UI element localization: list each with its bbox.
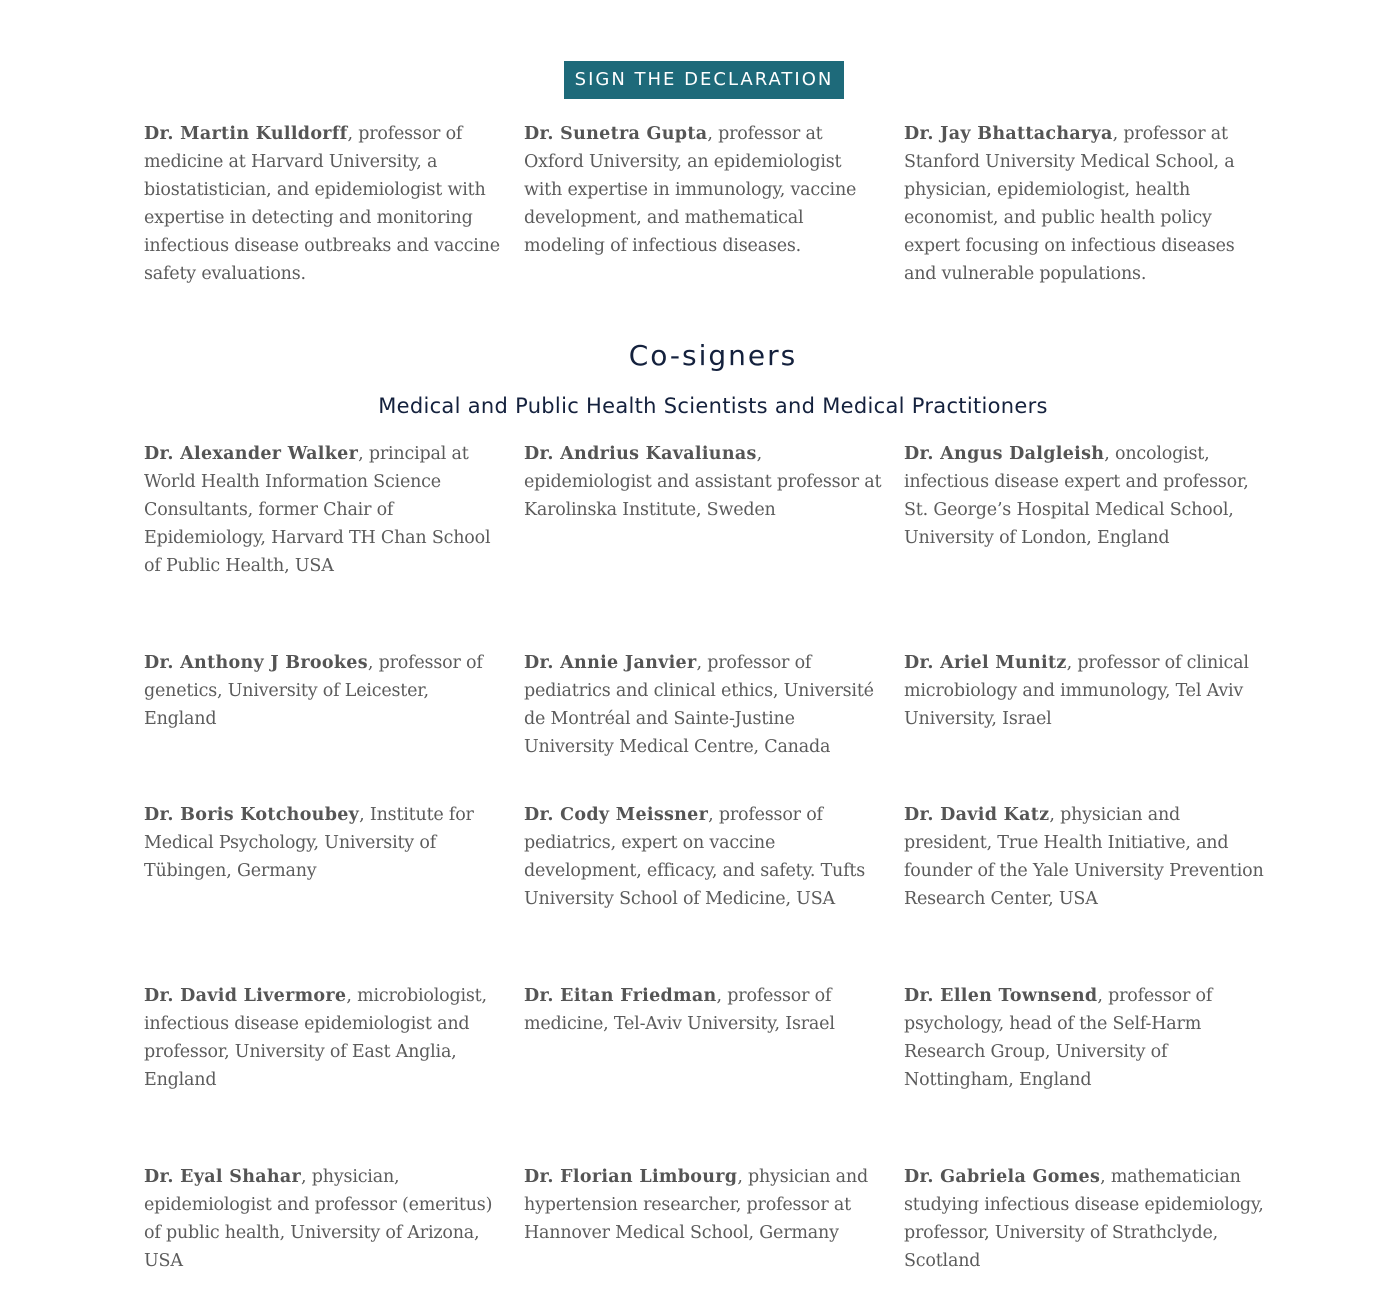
founders-grid bbox=[144, 120, 1264, 288]
cosigners-subtitle: Medical and Public Health Scientists and Medical Practitioners bbox=[378, 394, 1048, 418]
cosigner-name: Dr. Anthony J Brookes bbox=[144, 653, 368, 673]
founder-entry bbox=[144, 120, 504, 288]
cosigner-description: , physician and president, True Health Initiative, and founder of the Yale University Prevention Research Center, USA bbox=[904, 805, 1264, 909]
cosigner-entry bbox=[524, 440, 884, 649]
founder-description: , professor at Oxford University, an epidemiologist with expertise in immunology, vaccine development, and mathematical modeling of infectious diseases. bbox=[524, 124, 857, 256]
cosigners-grid bbox=[144, 440, 1264, 1303]
cosigner-entry bbox=[144, 649, 504, 801]
cosigner-description: , Institute for Medical Psychology, University of Tübingen, Germany bbox=[144, 805, 474, 881]
founder-entry bbox=[904, 120, 1264, 288]
founder-description: , professor at Stanford University Medical School, a physician, epidemiologist, health economist, and public health policy expert focusing on infectious diseases and vulnerable populations. bbox=[904, 124, 1235, 284]
cosigner-name: Dr. Boris Kotchoubey bbox=[144, 805, 360, 825]
founder-entry bbox=[524, 120, 884, 288]
cosigner-name: Dr. David Livermore bbox=[144, 986, 347, 1006]
cosigner-entry bbox=[144, 982, 504, 1163]
cosigner-name: Dr. Alexander Walker bbox=[144, 444, 359, 464]
cosigner-description: , mathematician studying infectious disease epidemiology, professor, University of Strathclyde, Scotland bbox=[904, 1167, 1264, 1271]
cosigner-description: , principal at World Health Information Science Consultants, former Chair of Epidemiology, Harvard TH Chan School of Public Health, USA bbox=[144, 444, 491, 576]
cosigner-description: , professor of medicine, Tel-Aviv University, Israel bbox=[524, 986, 835, 1034]
cosigner-entry bbox=[144, 801, 504, 982]
cosigner-entry bbox=[904, 649, 1264, 801]
cosigner-name: Dr. Annie Janvier bbox=[524, 653, 697, 673]
cosigner-name: Dr. Ariel Munitz bbox=[904, 653, 1067, 673]
cosigner-name: Dr. Angus Dalgleish bbox=[904, 444, 1105, 464]
cosigners-title: Co-signers bbox=[628, 339, 798, 372]
cosigner-description: , oncologist, infectious disease expert and professor, St. George’s Hospital Medical School, University of London, England bbox=[904, 444, 1249, 548]
cosigner-description: , professor of psychology, head of the Self-Harm Research Group, University of Nottingham, England bbox=[904, 986, 1213, 1090]
cosigner-name: Dr. David Katz bbox=[904, 805, 1050, 825]
founder-description: , professor of medicine at Harvard University, a biostatistician, and epidemiologist with expertise in detecting and monitoring infectious disease outbreaks and vaccine safety evaluations. bbox=[144, 124, 500, 284]
cosigner-name: Dr. Ellen Townsend bbox=[904, 986, 1098, 1006]
cosigner-description: , microbiologist, infectious disease epidemiologist and professor, University of East Anglia, England bbox=[144, 986, 487, 1090]
cosigner-name: Dr. Gabriela Gomes bbox=[904, 1167, 1101, 1187]
cosigner-entry bbox=[904, 1163, 1264, 1303]
cosigner-entry bbox=[524, 801, 884, 982]
cosigner-entry bbox=[904, 801, 1264, 982]
cosigner-description: , physician and hypertension researcher, professor at Hannover Medical School, Germany bbox=[524, 1167, 868, 1243]
cosigner-entry bbox=[904, 982, 1264, 1163]
cosigner-name: Dr. Eitan Friedman bbox=[524, 986, 717, 1006]
cosigner-entry bbox=[524, 982, 884, 1163]
cosigner-entry bbox=[524, 649, 884, 801]
founder-name: Dr. Jay Bhattacharya bbox=[904, 124, 1113, 144]
cosigner-description: , professor of pediatrics and clinical ethics, Université de Montréal and Sainte-Justine University Medical Centre, Canada bbox=[524, 653, 874, 757]
cosigner-description: , professor of genetics, University of Leicester, England bbox=[144, 653, 483, 729]
cosigner-name: Dr. Andrius Kavaliunas bbox=[524, 444, 757, 464]
cosigner-entry bbox=[144, 1163, 504, 1303]
cosigner-name: Dr. Florian Limbourg bbox=[524, 1167, 738, 1187]
cosigner-name: Dr. Eyal Shahar bbox=[144, 1167, 302, 1187]
cosigner-description: , physician, epidemiologist and professor (emeritus) of public health, University of Arizona, USA bbox=[144, 1167, 493, 1271]
cosigner-entry bbox=[144, 440, 504, 649]
cosigner-description: , professor of clinical microbiology and immunology, Tel Aviv University, Israel bbox=[904, 653, 1249, 729]
sign-declaration-button[interactable]: SIGN THE DECLARATION bbox=[564, 61, 845, 99]
cosigner-entry bbox=[904, 440, 1264, 649]
cosigner-description: , epidemiologist and assistant professor at Karolinska Institute, Sweden bbox=[524, 444, 882, 520]
cosigner-entry bbox=[524, 1163, 884, 1303]
cosigner-name: Dr. Cody Meissner bbox=[524, 805, 709, 825]
founder-name: Dr. Martin Kulldorff bbox=[144, 124, 348, 144]
cta-wrapper bbox=[0, 61, 1390, 99]
founder-name: Dr. Sunetra Gupta bbox=[524, 124, 708, 144]
cosigner-description: , professor of pediatrics, expert on vaccine development, efficacy, and safety. Tufts University School of Medicine, USA bbox=[524, 805, 866, 909]
